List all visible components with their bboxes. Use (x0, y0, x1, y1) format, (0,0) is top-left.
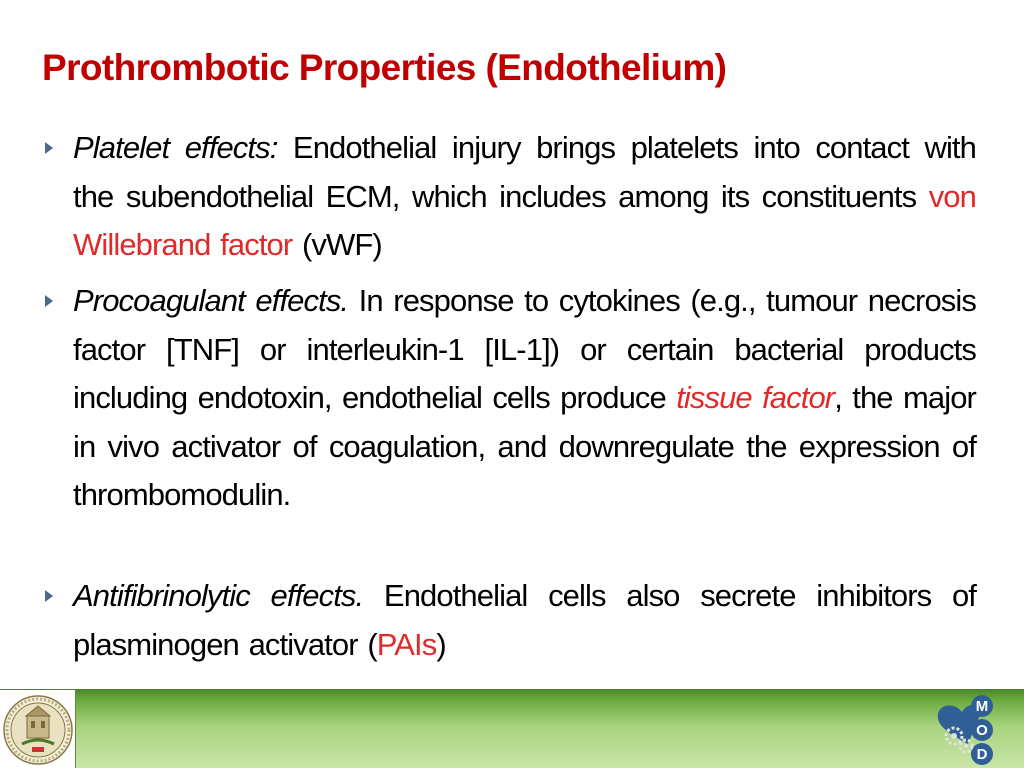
bullet-arrow-icon (44, 141, 54, 155)
bullet-term: Procoagulant effects. (73, 283, 349, 318)
footer-bar (0, 689, 1024, 768)
mod-logo-letter-d: D (976, 746, 988, 763)
highlight-term: tissue factor (676, 380, 835, 415)
highlight-term: PAIs (376, 626, 437, 662)
bullet-body: Endothelial injury brings platelets into contact with the subendothelial ECM, which includes among its constituents (73, 130, 976, 214)
bullet-body-end: ) (436, 626, 446, 662)
mod-logo-icon (930, 694, 1010, 766)
footer-logo-area (0, 690, 76, 768)
bullet-text (73, 124, 976, 270)
bullet-term: Platelet effects: (73, 130, 278, 165)
mod-logo-letter-m: M (975, 698, 989, 715)
mod-logo-letter-o: O (976, 722, 988, 739)
bullet-arrow-icon (44, 294, 54, 308)
bullet-item-platelet-effects (44, 124, 976, 270)
bullet-term: Antifibrinolytic effects. (73, 578, 364, 613)
bullet-item-procoagulant-effects (44, 277, 976, 520)
bullet-text (73, 277, 976, 520)
highlight-term: von Willebrand factor (73, 178, 976, 262)
bullet-body: In response to cytokines (e.g., tumour necrosis factor [TNF] or interleukin-1 [IL-1]) or certain bacterial products including endotoxin, endothelial cells produce (73, 283, 976, 415)
bullet-body-end: , the major in vivo activator of coagulation, and downregulate the expression of thrombomodulin. (73, 380, 976, 512)
footer-green-band (76, 690, 1024, 768)
bullet-body-end: (vWF) (292, 227, 382, 262)
bullet-body: Endothelial cells also secrete inhibitors of plasminogen activator ( (73, 578, 976, 662)
page-title: Prothrombotic Properties (Endothelium) (42, 47, 727, 88)
bullet-arrow-icon (44, 589, 54, 603)
university-seal-icon (0, 692, 76, 768)
bullet-text (73, 572, 976, 669)
bullet-item-antifibrinolytic-effects (44, 572, 976, 669)
